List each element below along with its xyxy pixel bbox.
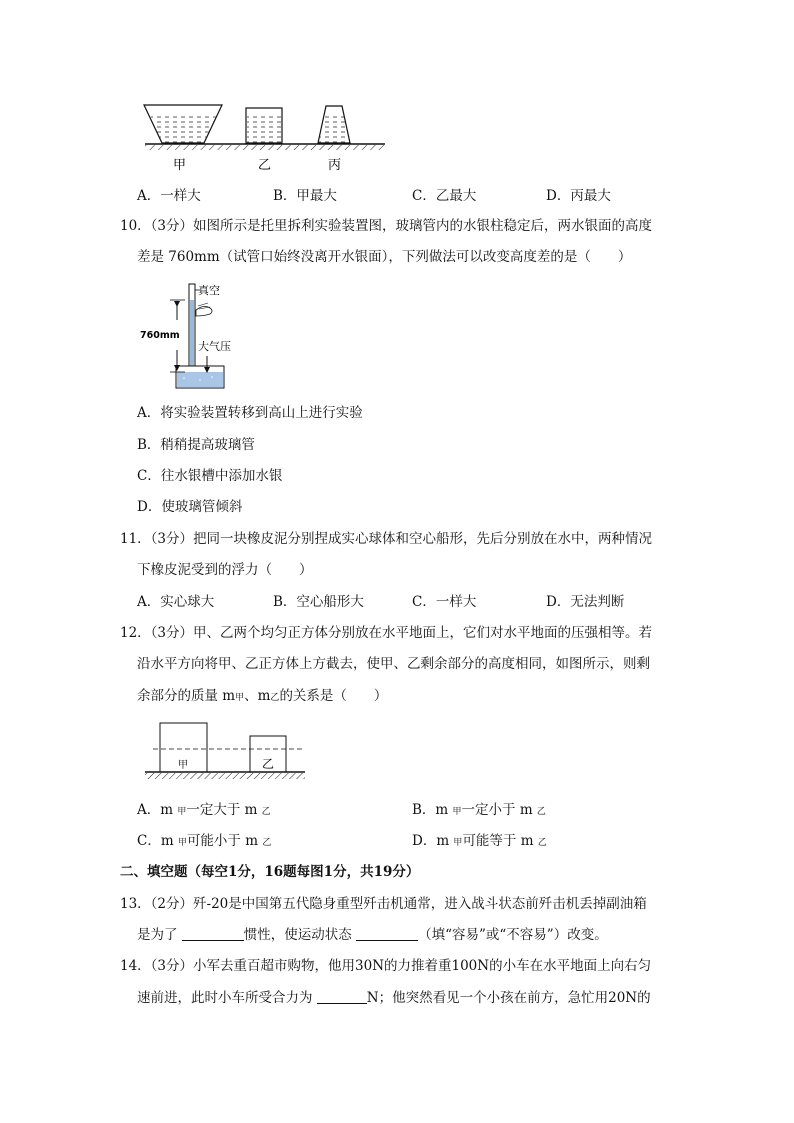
q10-stem-line2: 差是 760mm（试管口始终没离开水银面），下列做法可以改变高度差的是（ ） bbox=[137, 249, 632, 265]
q10-option-a: A．将实验装置转移到高山上进行实验 bbox=[137, 405, 363, 421]
label-yi: 乙 bbox=[258, 158, 272, 173]
cube-yi-label: 乙 bbox=[262, 757, 275, 771]
q10-stem-line1: 10．（3分）如图所示是托里拆利实验装置图，玻璃管内的水银柱稳定后，两水银面的高度 bbox=[120, 218, 653, 234]
label-vacuum: 真空 bbox=[198, 284, 220, 297]
q12-option-d: D．m 甲可能等于 m 乙 bbox=[412, 833, 547, 849]
label-760mm: 760mm bbox=[140, 330, 180, 341]
q12-figure bbox=[145, 718, 310, 782]
q12-option-a: A．m 甲一定大于 m 乙 bbox=[137, 802, 271, 818]
q13-blank-1[interactable] bbox=[182, 926, 244, 941]
q12-stem-line2: 沿水平方向将甲、乙正方体上方截去，使甲、乙剩余部分的高度相同，如图所示，则剩 bbox=[137, 656, 650, 672]
q12-stem-line3: 余部分的质量 m甲、m乙的关系是（ ） bbox=[137, 688, 388, 704]
q11-option-d: D．无法判断 bbox=[546, 594, 625, 610]
q11-option-c: C．一样大 bbox=[412, 594, 477, 610]
q10-figure bbox=[140, 280, 240, 392]
q12-stem-line1: 12．（3分）甲、乙两个均匀正方体分别放在水平地面上，它们对水平地面的压强相等。若 bbox=[120, 625, 653, 641]
q14-stem-line1: 14．（3分）小军去重百超市购物，他用30N的力推着重100N的小车在水平地面上向右匀 bbox=[120, 958, 652, 974]
q9-option-a: A．一样大 bbox=[137, 188, 201, 204]
q11-option-a: A．实心球大 bbox=[137, 594, 215, 610]
q13-blank-2[interactable] bbox=[356, 926, 418, 941]
q10-option-d: D．使玻璃管倾斜 bbox=[137, 499, 243, 515]
q11-stem-line2: 下橡皮泥受到的浮力（ ） bbox=[137, 562, 313, 578]
cube-jia-label: 甲 bbox=[178, 760, 188, 771]
q12-option-b: B．m 甲一定小于 m 乙 bbox=[412, 802, 546, 818]
q9-option-b: B．甲最大 bbox=[273, 188, 337, 204]
section-fill-in-title: 二、填空题（每空1分，16题每图1分，共19分） bbox=[120, 864, 420, 880]
q14-stem-line2: 速前进，此时小车所受合力为 N；他突然看见一个小孩在前方，急忙用20N的 bbox=[137, 990, 651, 1006]
q9-option-c: C．乙最大 bbox=[412, 188, 477, 204]
q14-blank-1[interactable] bbox=[317, 989, 367, 1004]
label-bing: 丙 bbox=[328, 158, 342, 173]
q13-stem-line1: 13．（2分）歼-20是中国第五代隐身重型歼击机通常，进入战斗状态前歼击机丢掉副油箱 bbox=[120, 896, 647, 912]
q10-option-b: B．稍稍提高玻璃管 bbox=[137, 437, 255, 453]
q13-stem-line2: 是为了 惯性，使运动状态 （填“容易”或“不容易”）改变。 bbox=[137, 927, 608, 943]
label-atmosphere: 大气压 bbox=[198, 340, 231, 353]
q9-option-d: D．丙最大 bbox=[546, 188, 611, 204]
label-jia: 甲 bbox=[173, 158, 187, 173]
q11-stem-line1: 11．（3分）把同一块橡皮泥分别捏成实心球体和空心船形，先后分别放在水中，两种情况 bbox=[120, 531, 653, 547]
q9-figure bbox=[140, 100, 390, 175]
q12-option-c: C．m 甲可能小于 m 乙 bbox=[137, 833, 272, 849]
q11-option-b: B．空心船形大 bbox=[273, 594, 364, 610]
q10-option-c: C．往水银槽中添加水银 bbox=[137, 468, 283, 484]
